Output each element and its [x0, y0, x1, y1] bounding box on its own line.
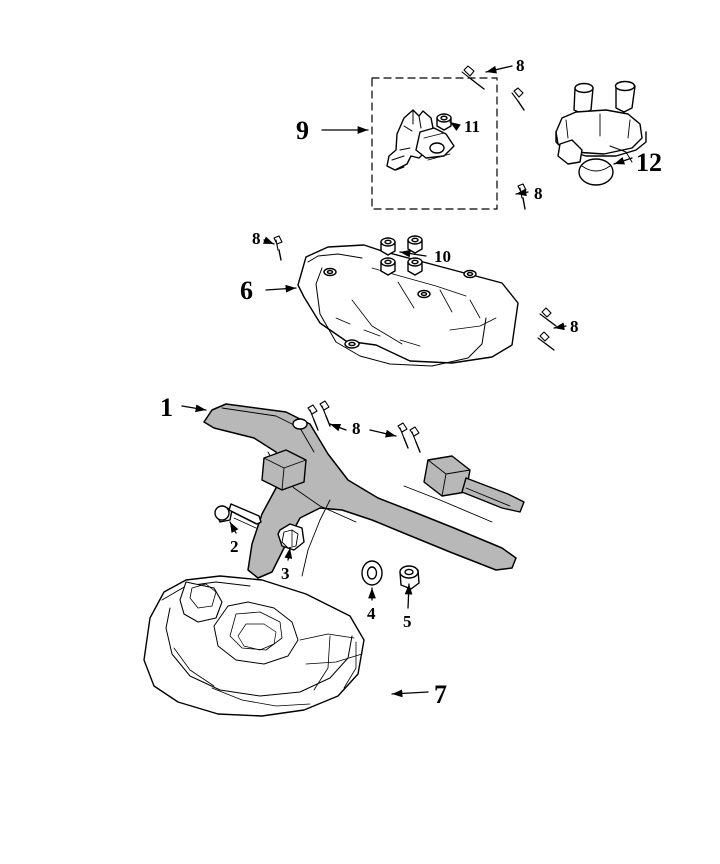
part-8-screw-bottom — [518, 184, 526, 209]
callout-4: 4 — [367, 604, 376, 623]
callout-9: 9 — [296, 116, 309, 145]
part-1-handlebar — [204, 404, 524, 578]
callout-8-top: 8 — [516, 56, 525, 75]
part-2-bolt — [215, 504, 261, 528]
callout-8-cover-left: 8 — [252, 229, 261, 248]
callout-8-cover-right: 8 — [570, 317, 579, 336]
part-11-nut — [437, 114, 451, 130]
callout-11: 11 — [464, 117, 481, 136]
callout-3: 3 — [281, 564, 290, 583]
callout-5: 5 — [403, 612, 412, 631]
part-7-front-cover — [144, 576, 364, 716]
callout-10: 10 — [434, 247, 451, 266]
part-12-switch-cluster — [556, 82, 646, 186]
callout-2: 2 — [230, 537, 239, 556]
callout-8-handlebar: 8 — [352, 419, 361, 438]
callout-12: 12 — [636, 148, 662, 177]
callout-7: 7 — [434, 680, 447, 709]
callout-8-box-bottom: 8 — [534, 184, 543, 203]
part-8-screws-handlebar — [308, 401, 420, 452]
part-4-washer — [362, 561, 382, 585]
callout-6: 6 — [240, 276, 253, 305]
callout-1: 1 — [160, 393, 173, 422]
